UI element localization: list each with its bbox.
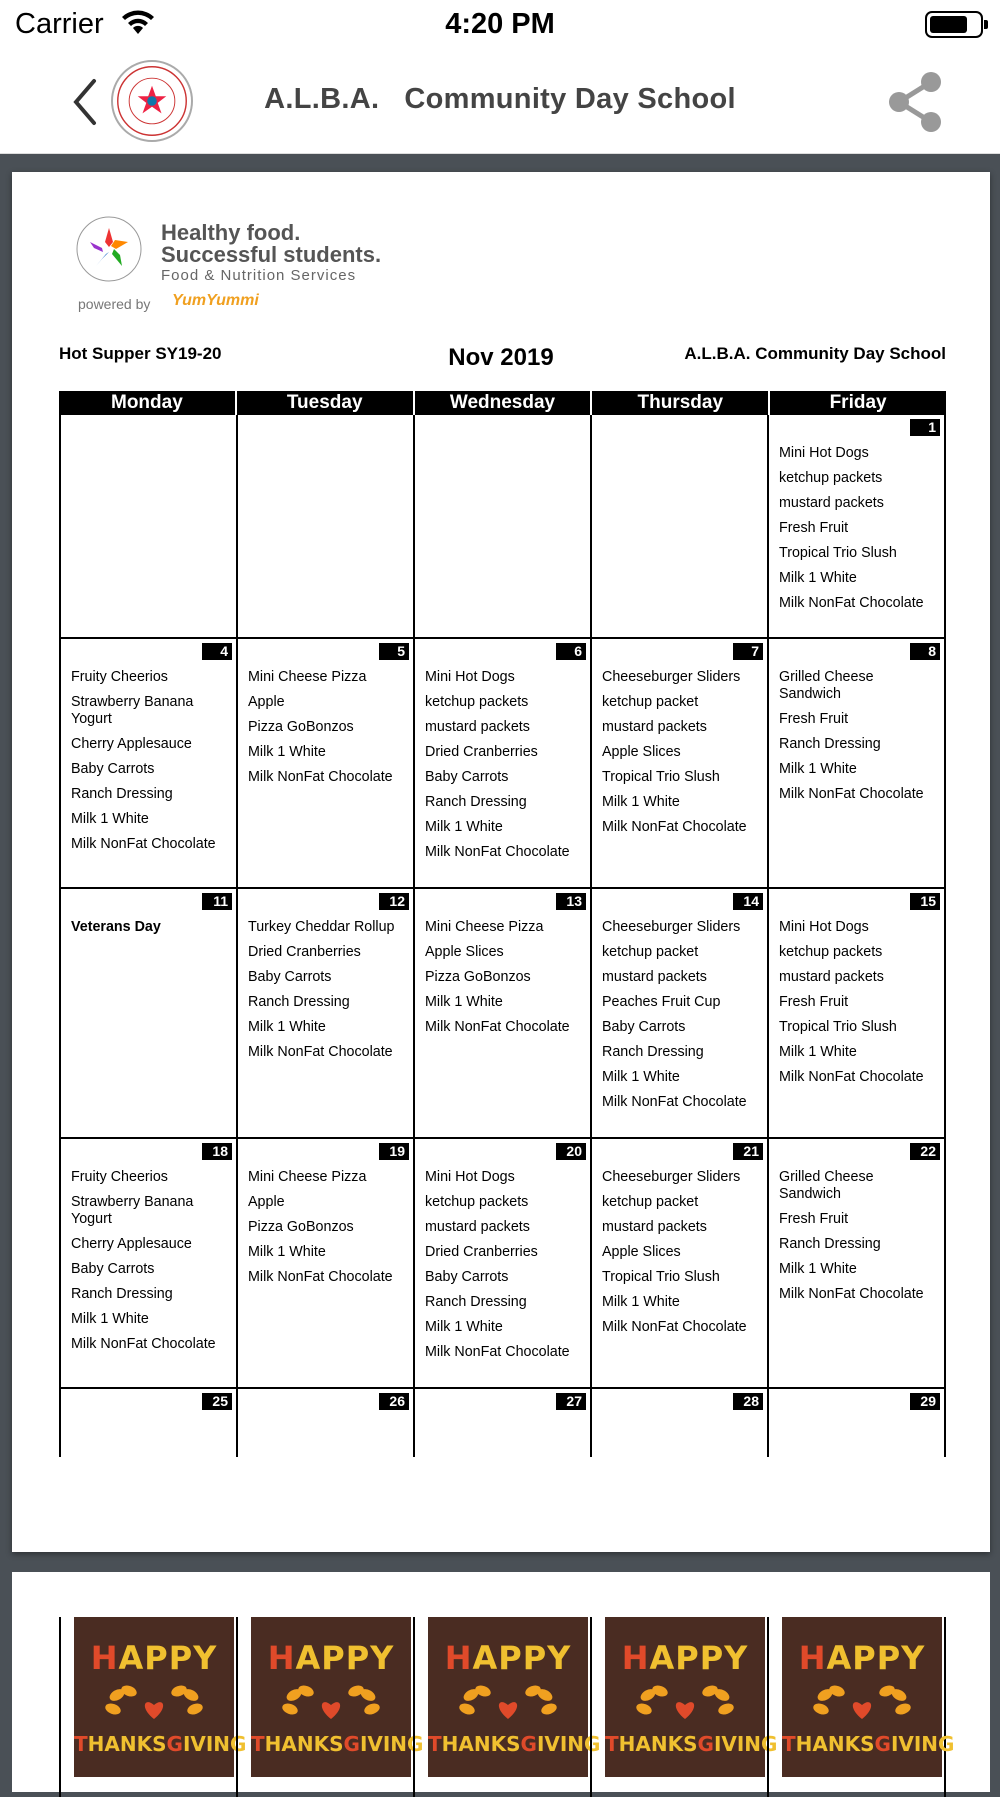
calendar-day <box>592 415 769 637</box>
menu-item: ketchup packets <box>779 944 883 960</box>
day-number: 27 <box>556 1393 586 1410</box>
menu-item: Milk NonFat Chocolate <box>248 1044 393 1060</box>
menu-item: Milk 1 White <box>779 1044 857 1060</box>
day-number: 11 <box>202 893 232 910</box>
school-name-label: A.L.B.A. Community Day School <box>684 344 946 363</box>
menu-item: ketchup packets <box>425 1194 529 1210</box>
menu-item: mustard packets <box>602 969 707 985</box>
happy-text: HAPPY <box>267 1639 395 1677</box>
menu-page <box>12 172 990 1552</box>
day-number: 5 <box>379 643 409 660</box>
menu-item: Pizza GoBonzos <box>425 969 531 985</box>
menu-item: Turkey Cheddar Rollup <box>248 919 395 935</box>
thanksgiving-text: THANKSGIVING <box>74 1732 247 1756</box>
nutrition-flower-logo-icon <box>74 214 144 284</box>
menu-item: Ranch Dressing <box>425 1294 527 1310</box>
menu-item: Veterans Day <box>71 919 161 935</box>
menu-item: Pizza GoBonzos <box>248 719 354 735</box>
happy-thanksgiving-image <box>428 1617 601 1777</box>
menu-item: Ranch Dressing <box>779 736 881 752</box>
menu-item: Milk 1 White <box>248 1244 326 1260</box>
thanksgiving-cell <box>767 1617 955 1797</box>
calendar-day <box>769 889 946 1137</box>
menu-item: mustard packets <box>779 969 884 985</box>
menu-item: Ranch Dressing <box>425 794 527 810</box>
menu-item: Baby Carrots <box>425 769 509 785</box>
calendar-day <box>592 1389 769 1457</box>
autumn-leaves-icon <box>276 1683 386 1723</box>
menu-item: Milk NonFat Chocolate <box>71 836 216 852</box>
menu-item: Tropical Trio Slush <box>779 1019 897 1035</box>
calendar-day <box>592 889 769 1137</box>
calendar-day <box>769 415 946 637</box>
day-number: 6 <box>556 643 586 660</box>
weekday-friday: Friday <box>829 392 887 413</box>
menu-item: Grilled Cheese Sandwich <box>779 1169 874 1202</box>
menu-item: ketchup packet <box>602 694 699 710</box>
menu-item: Milk NonFat Chocolate <box>602 1319 747 1335</box>
menu-item: Tropical Trio Slush <box>602 1269 720 1285</box>
menu-item: Pizza GoBonzos <box>248 1219 354 1235</box>
carrier-label: Carrier <box>15 8 104 40</box>
menu-item: Apple Slices <box>425 944 504 960</box>
menu-item: Milk 1 White <box>602 1069 680 1085</box>
menu-item: mustard packets <box>425 1219 530 1235</box>
happy-text: HAPPY <box>444 1639 572 1677</box>
menu-item: Milk NonFat Chocolate <box>425 844 570 860</box>
menu-item: Milk 1 White <box>602 1294 680 1310</box>
calendar-day <box>238 639 415 887</box>
autumn-leaves-icon <box>807 1683 917 1723</box>
menu-item: Milk NonFat Chocolate <box>602 1094 747 1110</box>
calendar-day <box>61 1389 238 1457</box>
menu-item: Strawberry Banana Yogurt <box>71 694 194 727</box>
calendar-day <box>769 1389 946 1457</box>
menu-item: Fresh Fruit <box>779 994 849 1010</box>
day-number: 14 <box>733 893 763 910</box>
weekday-monday: Monday <box>59 391 237 415</box>
menu-item: Milk NonFat Chocolate <box>779 1069 924 1085</box>
thanksgiving-cell <box>236 1617 424 1797</box>
menu-item: Ranch Dressing <box>71 1286 173 1302</box>
calendar-day <box>592 639 769 887</box>
happy-thanksgiving-image <box>74 1617 247 1777</box>
happy-thanksgiving-image <box>251 1617 424 1777</box>
menu-item: Peaches Fruit Cup <box>602 994 721 1010</box>
calendar-day <box>592 1139 769 1387</box>
thanksgiving-cell <box>590 1617 778 1797</box>
menu-item: Fresh Fruit <box>779 711 849 727</box>
next-page <box>12 1572 990 1792</box>
happy-text: HAPPY <box>798 1639 926 1677</box>
menu-item: ketchup packets <box>779 470 883 486</box>
menu-type-label: Hot Supper SY19-20 <box>59 344 222 363</box>
weekday-thursday: Thursday <box>592 391 770 415</box>
day-number: 26 <box>379 1393 409 1410</box>
weekday-tuesday: Tuesday <box>237 391 415 415</box>
menu-item: Milk NonFat Chocolate <box>602 819 747 835</box>
menu-item: Milk NonFat Chocolate <box>425 1344 570 1360</box>
happy-text: HAPPY <box>90 1639 218 1677</box>
day-number: 7 <box>733 643 763 660</box>
month-label: Nov 2019 <box>448 344 554 371</box>
menu-item: Milk 1 White <box>425 819 503 835</box>
menu-item: Grilled Cheese Sandwich <box>779 669 874 702</box>
day-number: 15 <box>910 893 940 910</box>
calendar-day <box>415 889 592 1137</box>
powered-by-label: powered by <box>78 296 151 312</box>
menu-item: Milk 1 White <box>425 994 503 1010</box>
menu-item: mustard packets <box>779 495 884 511</box>
thanksgiving-text: THANKSGIVING <box>605 1732 778 1756</box>
menu-item: Milk 1 White <box>779 1261 857 1277</box>
screen-title: A.L.B.A. Community Day School <box>264 83 736 115</box>
battery-icon <box>925 11 983 38</box>
menu-item: Milk 1 White <box>779 570 857 586</box>
day-number: 1 <box>910 419 940 436</box>
calendar-weeks <box>59 415 946 1457</box>
calendar-day <box>238 415 415 637</box>
day-number: 29 <box>910 1393 940 1410</box>
calendar-week <box>59 1389 946 1457</box>
menu-item: Milk 1 White <box>248 1019 326 1035</box>
menu-item: Cheeseburger Sliders <box>602 919 741 935</box>
menu-calendar <box>59 391 946 1457</box>
thanksgiving-cell <box>413 1617 601 1797</box>
day-number: 12 <box>379 893 409 910</box>
menu-item: Strawberry Banana Yogurt <box>71 1194 194 1227</box>
menu-item: Tropical Trio Slush <box>779 545 897 561</box>
menu-item: Dried Cranberries <box>425 744 538 760</box>
menu-item: Milk 1 White <box>71 811 149 827</box>
brand-logo <box>64 212 404 312</box>
calendar-day <box>61 639 238 887</box>
menu-item: Milk NonFat Chocolate <box>248 769 393 785</box>
day-number: 19 <box>379 1143 409 1160</box>
menu-item: mustard packets <box>425 719 530 735</box>
menu-item: Dried Cranberries <box>248 944 361 960</box>
menu-item: Dried Cranberries <box>425 1244 538 1260</box>
menu-item: Baby Carrots <box>602 1019 686 1035</box>
calendar-day <box>415 1139 592 1387</box>
autumn-leaves-icon <box>453 1683 563 1723</box>
menu-item: Baby Carrots <box>71 1261 155 1277</box>
menu-item: Milk NonFat Chocolate <box>779 1286 924 1302</box>
menu-item: Cherry Applesauce <box>71 736 192 752</box>
menu-item: Apple Slices <box>602 1244 681 1260</box>
day-number: 25 <box>202 1393 232 1410</box>
calendar-day <box>61 415 238 637</box>
menu-item: Fruity Cheerios <box>71 669 168 685</box>
menu-item: Apple <box>248 694 285 710</box>
menu-item: Milk NonFat Chocolate <box>425 1019 570 1035</box>
menu-item: Mini Hot Dogs <box>779 445 869 461</box>
calendar-day <box>238 1389 415 1457</box>
menu-item: Milk NonFat Chocolate <box>71 1336 216 1352</box>
menu-item: Mini Cheese Pizza <box>425 919 544 935</box>
calendar-day <box>415 415 592 637</box>
menu-item: Fresh Fruit <box>779 1211 849 1227</box>
autumn-leaves-icon <box>630 1683 740 1723</box>
share-icon[interactable] <box>885 70 945 134</box>
menu-item: Milk 1 White <box>779 761 857 777</box>
menu-item: Milk 1 White <box>248 744 326 760</box>
thanksgiving-cell <box>59 1617 247 1797</box>
yumyummi-logo: YumYummi <box>172 292 259 309</box>
happy-thanksgiving-image <box>605 1617 778 1777</box>
day-number: 22 <box>910 1143 940 1160</box>
menu-item: Milk NonFat Chocolate <box>779 786 924 802</box>
menu-item: Ranch Dressing <box>71 786 173 802</box>
calendar-day <box>61 1139 238 1387</box>
menu-item: Milk 1 White <box>425 1319 503 1335</box>
menu-item: Baby Carrots <box>425 1269 509 1285</box>
day-number: 4 <box>202 643 232 660</box>
brand-line-1: Healthy food. <box>161 220 301 245</box>
menu-item: Milk NonFat Chocolate <box>779 595 924 611</box>
weekday-wednesday: Wednesday <box>415 391 593 415</box>
calendar-day <box>415 639 592 887</box>
menu-item: Fresh Fruit <box>779 520 849 536</box>
menu-item: Milk 1 White <box>71 1311 149 1327</box>
calendar-day <box>769 1139 946 1387</box>
menu-item: Tropical Trio Slush <box>602 769 720 785</box>
menu-item: Ranch Dressing <box>779 1236 881 1252</box>
menu-item: Ranch Dressing <box>248 994 350 1010</box>
calendar-week <box>59 1139 946 1389</box>
menu-item: Mini Hot Dogs <box>425 1169 515 1185</box>
menu-item: Ranch Dressing <box>602 1044 704 1060</box>
menu-item: ketchup packet <box>602 1194 699 1210</box>
happy-thanksgiving-image <box>782 1617 955 1777</box>
menu-item: Mini Cheese Pizza <box>248 669 367 685</box>
day-number: 20 <box>556 1143 586 1160</box>
brand-line-2: Successful students. <box>161 242 382 267</box>
nav-bar <box>0 50 1000 154</box>
menu-item: Fruity Cheerios <box>71 1169 168 1185</box>
calendar-week <box>59 415 946 639</box>
weekday-header <box>59 391 946 415</box>
menu-item: Baby Carrots <box>71 761 155 777</box>
menu-item: ketchup packet <box>602 944 699 960</box>
calendar-day <box>238 1139 415 1387</box>
thanksgiving-text: THANKSGIVING <box>428 1732 601 1756</box>
calendar-day <box>769 639 946 887</box>
menu-item: Mini Hot Dogs <box>425 669 515 685</box>
menu-item: mustard packets <box>602 719 707 735</box>
calendar-week <box>59 639 946 889</box>
day-number: 8 <box>910 643 940 660</box>
calendar-week <box>59 889 946 1139</box>
menu-item: Apple <box>248 1194 285 1210</box>
brand-line-3: Food & Nutrition Services <box>161 267 357 284</box>
autumn-leaves-icon <box>99 1683 209 1723</box>
calendar-day <box>61 889 238 1137</box>
day-number: 13 <box>556 893 586 910</box>
menu-item: mustard packets <box>602 1219 707 1235</box>
happy-text: HAPPY <box>621 1639 749 1677</box>
status-bar <box>0 0 1000 50</box>
thanksgiving-text: THANKSGIVING <box>251 1732 424 1756</box>
menu-item: Mini Hot Dogs <box>779 919 869 935</box>
day-number: 21 <box>733 1143 763 1160</box>
thanksgiving-row <box>59 1617 955 1797</box>
calendar-day <box>238 889 415 1137</box>
calendar-day <box>415 1389 592 1457</box>
menu-item: Mini Cheese Pizza <box>248 1169 367 1185</box>
day-number: 28 <box>733 1393 763 1410</box>
menu-item: Cheeseburger Sliders <box>602 669 741 685</box>
clock: 4:20 PM <box>445 8 555 40</box>
thanksgiving-text: THANKSGIVING <box>782 1732 955 1756</box>
menu-item: Cheeseburger Sliders <box>602 1169 741 1185</box>
menu-item: Cherry Applesauce <box>71 1236 192 1252</box>
menu-item: Milk NonFat Chocolate <box>248 1269 393 1285</box>
menu-item: Apple Slices <box>602 744 681 760</box>
menu-item: Milk 1 White <box>602 794 680 810</box>
day-number: 18 <box>202 1143 232 1160</box>
menu-item: Baby Carrots <box>248 969 332 985</box>
menu-item: ketchup packets <box>425 694 529 710</box>
